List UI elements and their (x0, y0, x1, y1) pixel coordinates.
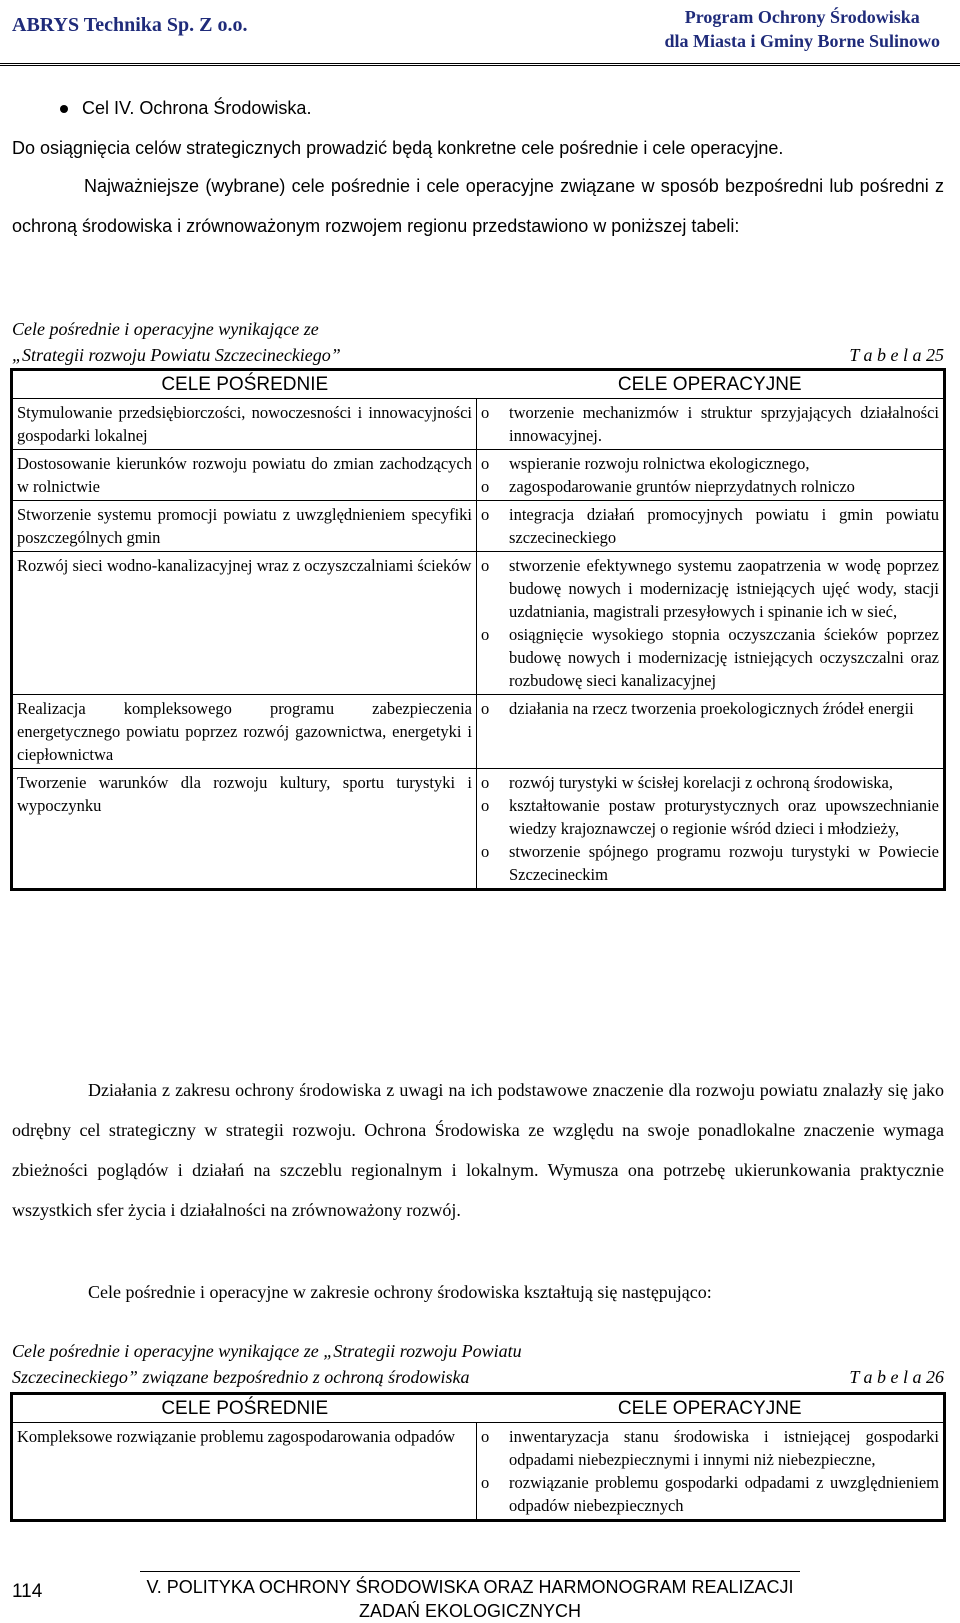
circle-bullet-icon: o (481, 505, 490, 524)
table26-head-right: CELE OPERACYJNE (477, 1394, 945, 1423)
goal-bullet-text: Cel IV. Ochrona Środowiska. (82, 98, 312, 118)
table-26 (10, 1392, 946, 1522)
list-item: o stworzenie spójnego programu rozwoju turystyki w Powiecie Szczecineckim (481, 842, 939, 884)
table25-goal: Stworzenie systemu promocji powiatu z uwzględnieniem specyfiki poszczególnych gmin (12, 501, 477, 552)
table25-caption (12, 316, 944, 368)
list-item: o zagospodarowanie gruntów nieprzydatnych rolniczo (481, 477, 855, 496)
intro-text: Do osiągnięcia celów strategicznych prowadzić będą konkretne cele pośrednie i cele operacyjne. (12, 138, 784, 158)
list-item: o osiągnięcie wysokiego stopnia oczyszczania ścieków poprzez budowę nowych i modernizację istniejących oczyszczalni oraz rozbudowę sieci kanalizacyjnej (481, 625, 939, 690)
list-item: o stworzenie efektywnego systemu zaopatrzenia w wodę poprzez budowę nowych i modernizację istniejących ujęć wody, stacji uzdatniania, magistrali przesyłowych i spinanie ich w sieć, (481, 556, 939, 621)
list-item: o rozwój turystyki w ścisłej korelacji z ochroną środowiska, (481, 773, 893, 792)
table-row (12, 552, 945, 695)
table26-caption (12, 1338, 944, 1390)
table25-head-left: CELE POŚREDNIE (12, 370, 477, 399)
table-row (12, 769, 945, 890)
list-item: o inwentaryzacja stanu środowiska i istniejącej gospodarki odpadami niebezpiecznymi i innymi niż niebezpieczne, (481, 1427, 939, 1469)
table26-goal: Kompleksowe rozwiązanie problemu zagospodarowania odpadów (12, 1423, 477, 1521)
table25-goal: Dostosowanie kierunków rozwoju powiatu do zmian zachodzących w rolnictwie (12, 450, 477, 501)
list-item: o integracja działań promocyjnych powiatu i gmin powiatu szczecineckiego (481, 505, 939, 547)
table26-caption-line1: Cele pośrednie i operacyjne wynikające ze „Strategii rozwoju Powiatu (12, 1341, 522, 1361)
chapter-title: V. POLITYKA OCHRONY ŚRODOWISKA ORAZ HARMONOGRAM REALIZACJI ZADAŃ EKOLOGICZNYCH (146, 1577, 794, 1621)
table25-caption-line2: „Strategii rozwoju Powiatu Szczecineckiego” (12, 345, 341, 365)
list-item: o wspieranie rozwoju rolnictwa ekologicznego, (481, 454, 810, 473)
circle-bullet-icon: o (481, 773, 490, 792)
table-row (12, 501, 945, 552)
circle-bullet-icon: o (481, 477, 490, 496)
table25-goal: Rozwój sieci wodno-kanalizacyjnej wraz z oczyszczalniami ścieków (12, 552, 477, 695)
circle-bullet-icon: o (481, 1427, 490, 1446)
paragraph-2: Działania z zakresu ochrony środowiska z uwagi na ich podstawowe znaczenie dla rozwoju powiatu znalazły się jako odrębny cel strategiczny w strategii rozwoju. Ochrona Środowiska ze względu na swoje ponadlokalne znaczenie wymaga zbieżności poglądów i działań na szczeblu regionalnym i lokalnym. Wymusza ona potrzebę ukierunkowania praktycznie wszystkich sfer życia i działalności na zrównoważony rozwój. (12, 1080, 944, 1220)
list-item: o tworzenie mechanizmów i struktur sprzyjających działalności innowacyjnej. (481, 403, 939, 445)
goal-bullet (60, 98, 311, 119)
circle-bullet-icon: o (481, 556, 490, 575)
footer-rule (140, 1571, 800, 1572)
list-item: o rozwiązanie problemu gospodarki odpadami z uwzględnieniem odpadów niebezpiecznych (481, 1473, 939, 1515)
table25-head-right: CELE OPERACYJNE (477, 370, 945, 399)
page-number: 114 (12, 1581, 43, 1602)
table-row (12, 450, 945, 501)
program-title (664, 5, 940, 53)
circle-bullet-icon: o (481, 699, 490, 718)
circle-bullet-icon: o (481, 1473, 490, 1492)
table25-label: T a b e l a 25 (849, 345, 944, 365)
list-item: o kształtowanie postaw proturystycznych oraz upowszechnianie wiedzy krajoznawczej o regionie wśród dzieci i młodzieży, (481, 796, 939, 838)
table-row (12, 695, 945, 769)
header-rule (0, 63, 960, 66)
bullet-dot-icon (60, 105, 68, 113)
table-row (12, 1423, 945, 1521)
circle-bullet-icon: o (481, 842, 490, 861)
table25-caption-line1: Cele pośrednie i operacyjne wynikające ze (12, 319, 319, 339)
table-row (12, 399, 945, 450)
table25-goal: Stymulowanie przedsiębiorczości, nowoczesności i innowacyjności gospodarki lokalnej (12, 399, 477, 450)
circle-bullet-icon: o (481, 403, 490, 422)
table26-label: T a b e l a 26 (849, 1367, 944, 1387)
program-title-line2: dla Miasta i Gminy Borne Sulinowo (664, 31, 940, 51)
list-item: o działania na rzecz tworzenia proekologicznych źródeł energii (481, 699, 914, 718)
circle-bullet-icon: o (481, 625, 490, 644)
table26-head-left: CELE POŚREDNIE (12, 1394, 477, 1423)
page-header (0, 0, 960, 74)
company-name: ABRYS Technika Sp. Z o.o. (12, 14, 248, 36)
paragraph-3: Cele pośrednie i operacyjne w zakresie ochrony środowiska kształtują się następująco: (88, 1282, 712, 1302)
table26-caption-line2: Szczecineckiego” związane bezpośrednio z ochroną środowiska (12, 1367, 470, 1387)
table25-goal: Realizacja kompleksowego programu zabezpieczenia energetycznego powiatu poprzez rozwój gazownictwa, energetyki i ciepłownictwa (12, 695, 477, 769)
paragraph-1: Najważniejsze (wybrane) cele pośrednie i cele operacyjne związane w sposób bezpośredni lub pośredni z ochroną środowiska i zrównoważonym rozwojem regionu przedstawiono w poniższej tabeli: (12, 176, 944, 236)
program-title-line1: Program Ochrony Środowiska (684, 7, 920, 27)
circle-bullet-icon: o (481, 796, 490, 815)
table25-goal: Tworzenie warunków dla rozwoju kultury, sportu turystyki i wypoczynku (12, 769, 477, 890)
table-25 (10, 368, 946, 891)
circle-bullet-icon: o (481, 454, 490, 473)
